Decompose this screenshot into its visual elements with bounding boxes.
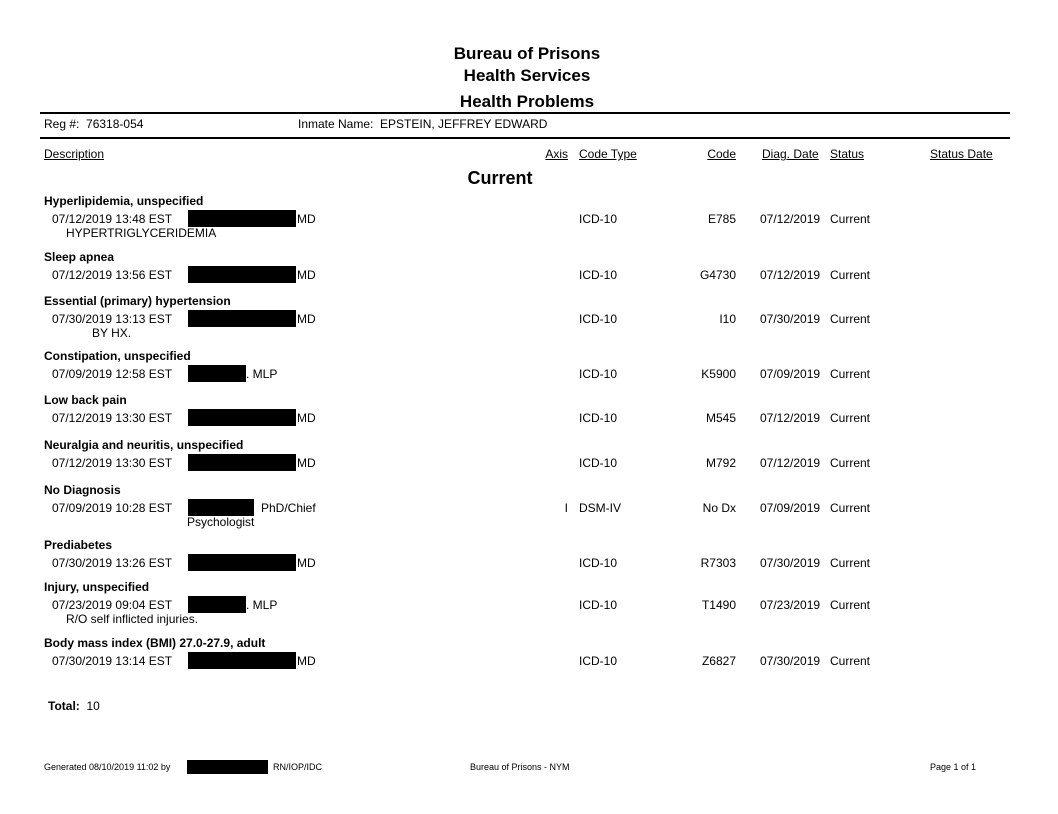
problem-code: G4730 xyxy=(699,268,736,282)
problem-provider: MD xyxy=(297,654,316,668)
problem-title: Body mass index (BMI) 27.0-27.9, adult xyxy=(44,636,266,650)
problem-provider: . MLP xyxy=(246,598,278,612)
redaction-bar xyxy=(187,760,268,774)
problem-title: No Diagnosis xyxy=(44,483,121,497)
problem-code: E785 xyxy=(707,212,736,226)
redaction-bar xyxy=(188,454,296,471)
problem-title: Hyperlipidemia, unspecified xyxy=(44,194,204,208)
problem-datetime: 07/12/2019 13:56 EST xyxy=(52,268,173,282)
redaction-bar xyxy=(188,266,296,283)
problem-diag-date: 07/23/2019 xyxy=(760,598,821,612)
problem-code-type: ICD-10 xyxy=(579,598,618,612)
problem-diag-date: 07/12/2019 xyxy=(760,456,821,470)
problem-code: R7303 xyxy=(700,556,736,570)
problem-status: Current xyxy=(830,654,871,668)
problem-code: I10 xyxy=(719,312,736,326)
problem-provider: MD xyxy=(297,312,316,326)
problem-code-type: ICD-10 xyxy=(579,367,618,381)
problem-datetime: 07/12/2019 13:48 EST xyxy=(52,212,173,226)
inmate-name-value: EPSTEIN, JEFFREY EDWARD xyxy=(380,117,548,131)
problem-diag-date: 07/12/2019 xyxy=(760,411,821,425)
problem-diag-date: 07/09/2019 xyxy=(760,501,821,515)
section-title: Current xyxy=(467,168,533,188)
total-value: 10 xyxy=(86,699,100,713)
redaction-bar xyxy=(188,310,296,327)
problem-datetime: 07/30/2019 13:14 EST xyxy=(52,654,173,668)
problem-note: HYPERTRIGLYCERIDEMIA xyxy=(66,226,217,240)
problem-title: Sleep apnea xyxy=(44,250,115,264)
problem-code-type: ICD-10 xyxy=(579,411,618,425)
redaction-bar xyxy=(188,365,246,382)
problem-status: Current xyxy=(830,367,871,381)
problem-datetime: 07/09/2019 10:28 EST xyxy=(52,501,173,515)
footer-generated xyxy=(44,762,170,772)
redaction-bar xyxy=(188,596,246,613)
problem-code: K5900 xyxy=(701,367,736,381)
problem-title: Essential (primary) hypertension xyxy=(44,294,231,308)
col-description: Description xyxy=(44,147,105,161)
problem-note: R/O self inflicted injuries. xyxy=(66,612,199,626)
problem-diag-date: 07/30/2019 xyxy=(760,312,821,326)
problem-datetime: 07/12/2019 13:30 EST xyxy=(52,456,173,470)
problem-code: Z6827 xyxy=(701,654,736,668)
redaction-bar xyxy=(188,409,296,426)
problem-code: T1490 xyxy=(701,598,736,612)
problem-note: Psychologist xyxy=(187,515,255,529)
problem-diag-date: 07/30/2019 xyxy=(760,556,821,570)
problem-code: No Dx xyxy=(702,501,736,515)
problem-status: Current xyxy=(830,411,871,425)
problem-title: Prediabetes xyxy=(44,538,113,552)
problem-provider: MD xyxy=(297,268,316,282)
redaction-bar xyxy=(188,554,296,571)
problem-code-type: ICD-10 xyxy=(579,312,618,326)
col-status-date: Status Date xyxy=(930,147,993,161)
problem-code: M545 xyxy=(705,411,736,425)
col-axis: Axis xyxy=(545,147,568,161)
problem-status: Current xyxy=(830,556,871,570)
problem-status: Current xyxy=(830,312,871,326)
problem-diag-date: 07/09/2019 xyxy=(760,367,821,381)
problem-datetime: 07/23/2019 09:04 EST xyxy=(52,598,173,612)
problem-datetime: 07/30/2019 13:13 EST xyxy=(52,312,173,326)
problem-title: Neuralgia and neuritis, unspecified xyxy=(44,438,244,452)
problem-title: Injury, unspecified xyxy=(44,580,150,594)
generated-prefix: Generated 08/10/2019 11:02 by xyxy=(44,762,171,772)
footer-facility: Bureau of Prisons - NYM xyxy=(470,762,570,772)
problem-datetime: 07/30/2019 13:26 EST xyxy=(52,556,173,570)
problem-diag-date: 07/30/2019 xyxy=(760,654,821,668)
report-title: Health Problems xyxy=(459,92,595,111)
problem-provider: MD xyxy=(297,212,316,226)
problem-provider: MD xyxy=(297,556,316,570)
problem-code-type: ICD-10 xyxy=(579,268,618,282)
problem-datetime: 07/12/2019 13:30 EST xyxy=(52,411,173,425)
inmate-name-label: Inmate Name: xyxy=(298,117,374,131)
problem-code-type: ICD-10 xyxy=(579,212,618,226)
redaction-bar xyxy=(188,652,296,669)
problem-status: Current xyxy=(830,268,871,282)
agency-title: Bureau of Prisons xyxy=(453,44,601,63)
problem-provider: MD xyxy=(297,411,316,425)
problem-datetime: 07/09/2019 12:58 EST xyxy=(52,367,173,381)
generated-suffix: RN/IOP/IDC xyxy=(273,762,323,772)
inmate-name xyxy=(298,117,547,131)
problem-diag-date: 07/12/2019 xyxy=(760,268,821,282)
col-code: Code xyxy=(707,147,736,161)
total xyxy=(48,699,100,713)
department-title: Health Services xyxy=(463,66,591,85)
problem-code-type: ICD-10 xyxy=(579,456,618,470)
problem-note: BY HX. xyxy=(92,326,132,340)
total-label: Total: xyxy=(48,699,80,713)
problem-code-type: ICD-10 xyxy=(579,654,618,668)
problem-title: Constipation, unspecified xyxy=(44,349,191,363)
problem-status: Current xyxy=(830,598,871,612)
redaction-bar xyxy=(188,210,296,227)
problem-code: M792 xyxy=(705,456,736,470)
problem-provider: PhD/Chief xyxy=(261,501,316,515)
header-rule-top xyxy=(40,112,1010,114)
problem-code-type: ICD-10 xyxy=(579,556,618,570)
col-code-type: Code Type xyxy=(579,147,637,161)
header-rule-bottom xyxy=(40,137,1010,139)
problem-status: Current xyxy=(830,212,871,226)
redaction-bar xyxy=(188,499,254,516)
col-diag-date: Diag. Date xyxy=(762,147,819,161)
problem-provider: . MLP xyxy=(246,367,278,381)
problem-diag-date: 07/12/2019 xyxy=(760,212,821,226)
problem-status: Current xyxy=(830,456,871,470)
reg-value: 76318-054 xyxy=(86,117,144,131)
problem-axis: I xyxy=(564,501,568,515)
problem-title: Low back pain xyxy=(44,393,127,407)
col-status: Status xyxy=(830,147,865,161)
reg-number xyxy=(44,117,143,131)
problem-provider: MD xyxy=(297,456,316,470)
problem-code-type: DSM-IV xyxy=(579,501,621,515)
reg-label: Reg #: xyxy=(44,117,80,131)
problem-status: Current xyxy=(830,501,871,515)
footer-page: Page 1 of 1 xyxy=(930,762,977,772)
